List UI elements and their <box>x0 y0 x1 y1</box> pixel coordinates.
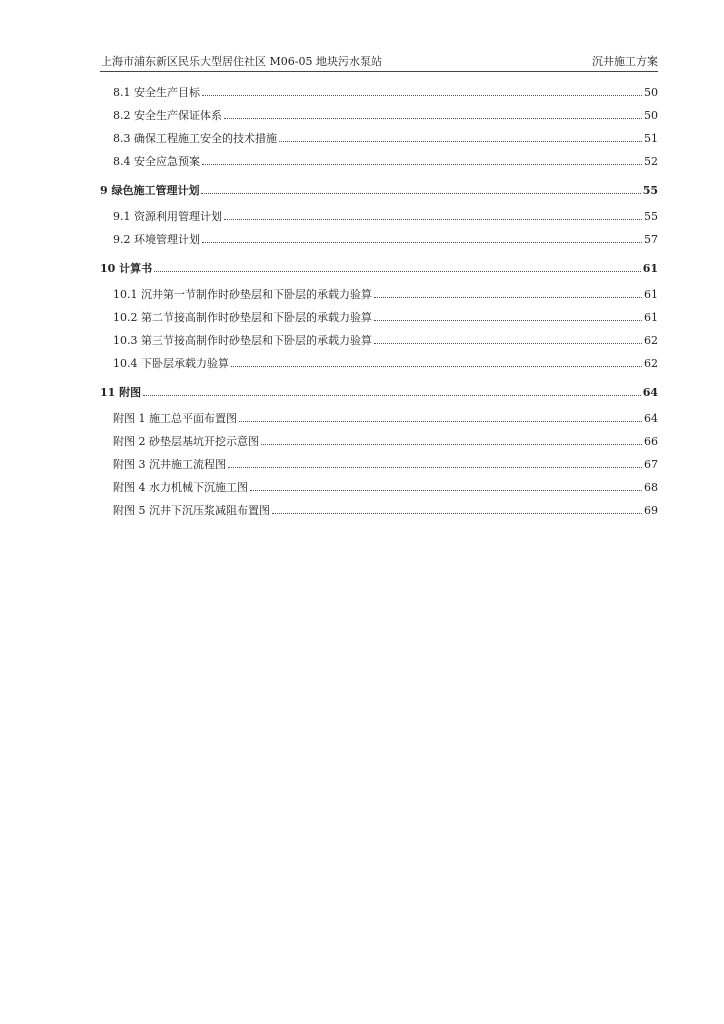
toc-dot-leader <box>202 164 642 165</box>
toc-section-entry[interactable] <box>100 132 658 155</box>
toc-page-number: 62 <box>644 357 658 370</box>
toc-dot-leader <box>374 297 642 298</box>
toc-dot-leader <box>201 193 640 194</box>
toc-section-entry[interactable] <box>100 210 658 233</box>
toc-dot-leader <box>374 320 642 321</box>
toc-entry-label: 11 附图 <box>100 386 142 399</box>
toc-entry-label: 附图 2 砂垫层基坑开挖示意图 <box>113 435 259 448</box>
toc-section-entry[interactable] <box>100 109 658 132</box>
toc-dot-leader <box>224 219 642 220</box>
toc-section-entry[interactable] <box>100 504 658 527</box>
toc-section-entry[interactable] <box>100 458 658 481</box>
toc-entry-label: 9.2 环境管理计划 <box>113 233 200 246</box>
toc-dot-leader <box>224 118 642 119</box>
toc-section-entry[interactable] <box>100 412 658 435</box>
toc-entry-label: 附图 5 沉井下沉压浆减阻布置图 <box>113 504 270 517</box>
toc-page-number: 61 <box>644 288 658 301</box>
toc-section-entry[interactable] <box>100 435 658 458</box>
toc-section-entry[interactable] <box>100 155 658 178</box>
toc-page-number: 61 <box>644 311 658 324</box>
toc-chapter-entry[interactable] <box>100 380 658 412</box>
toc-section-entry[interactable] <box>100 481 658 504</box>
toc-page-number: 64 <box>642 386 658 399</box>
toc-dot-leader <box>231 366 642 367</box>
toc-dot-leader <box>279 141 642 142</box>
toc-entry-label: 10 计算书 <box>100 262 153 275</box>
toc-dot-leader <box>374 343 642 344</box>
toc-dot-leader <box>261 444 642 445</box>
toc-entry-label: 9.1 资源利用管理计划 <box>113 210 222 223</box>
toc-entry-label: 8.1 安全生产目标 <box>113 86 200 99</box>
toc-page-number: 61 <box>642 262 658 275</box>
toc-page-number: 66 <box>644 435 658 448</box>
toc-chapter-entry[interactable] <box>100 256 658 288</box>
page-header <box>101 52 658 70</box>
toc-section-entry[interactable] <box>100 86 658 109</box>
toc-dot-leader <box>250 490 642 491</box>
toc-entry-label: 8.2 安全生产保证体系 <box>113 109 222 122</box>
toc-page-number: 55 <box>644 210 658 223</box>
toc-entry-label: 10.1 沉井第一节制作时砂垫层和下卧层的承载力验算 <box>113 288 372 301</box>
toc-entry-label: 附图 4 水力机械下沉施工图 <box>113 481 248 494</box>
header-project-title: 上海市浦东新区民乐大型居住社区 M06-05 地块污水泵站 <box>101 55 382 68</box>
toc-chapter-entry[interactable] <box>100 178 658 210</box>
toc-entry-label: 10.4 下卧层承载力验算 <box>113 357 229 370</box>
toc-entry-label: 附图 3 沉井施工流程图 <box>113 458 226 471</box>
toc-section-entry[interactable] <box>100 357 658 380</box>
toc-dot-leader <box>239 421 642 422</box>
header-document-title: 沉井施工方案 <box>592 55 658 68</box>
toc-entry-label: 10.2 第二节接高制作时砂垫层和下卧层的承载力验算 <box>113 311 372 324</box>
toc-entry-label: 9 绿色施工管理计划 <box>100 184 200 197</box>
toc-page-number: 57 <box>644 233 658 246</box>
toc-section-entry[interactable] <box>100 233 658 256</box>
toc-page-number: 67 <box>644 458 658 471</box>
toc-entry-label: 8.4 安全应急预案 <box>113 155 200 168</box>
toc-dot-leader <box>228 467 642 468</box>
toc-section-entry[interactable] <box>100 311 658 334</box>
toc-page-number: 68 <box>644 481 658 494</box>
toc-entry-label: 10.3 第三节接高制作时砂垫层和下卧层的承载力验算 <box>113 334 372 347</box>
toc-dot-leader <box>202 242 642 243</box>
toc-dot-leader <box>272 513 642 514</box>
toc-dot-leader <box>154 271 641 272</box>
toc-page-number: 69 <box>644 504 658 517</box>
table-of-contents <box>100 86 658 527</box>
toc-section-entry[interactable] <box>100 288 658 311</box>
toc-page-number: 52 <box>644 155 658 168</box>
toc-page-number: 50 <box>644 109 658 122</box>
toc-entry-label: 附图 1 施工总平面布置图 <box>113 412 237 425</box>
toc-page-number: 64 <box>644 412 658 425</box>
toc-section-entry[interactable] <box>100 334 658 357</box>
toc-page-number: 55 <box>642 184 658 197</box>
header-divider <box>100 71 658 72</box>
toc-page-number: 50 <box>644 86 658 99</box>
toc-page-number: 51 <box>644 132 658 145</box>
toc-page-number: 62 <box>644 334 658 347</box>
toc-dot-leader <box>143 395 641 396</box>
toc-entry-label: 8.3 确保工程施工安全的技术措施 <box>113 132 277 145</box>
toc-dot-leader <box>202 95 642 96</box>
